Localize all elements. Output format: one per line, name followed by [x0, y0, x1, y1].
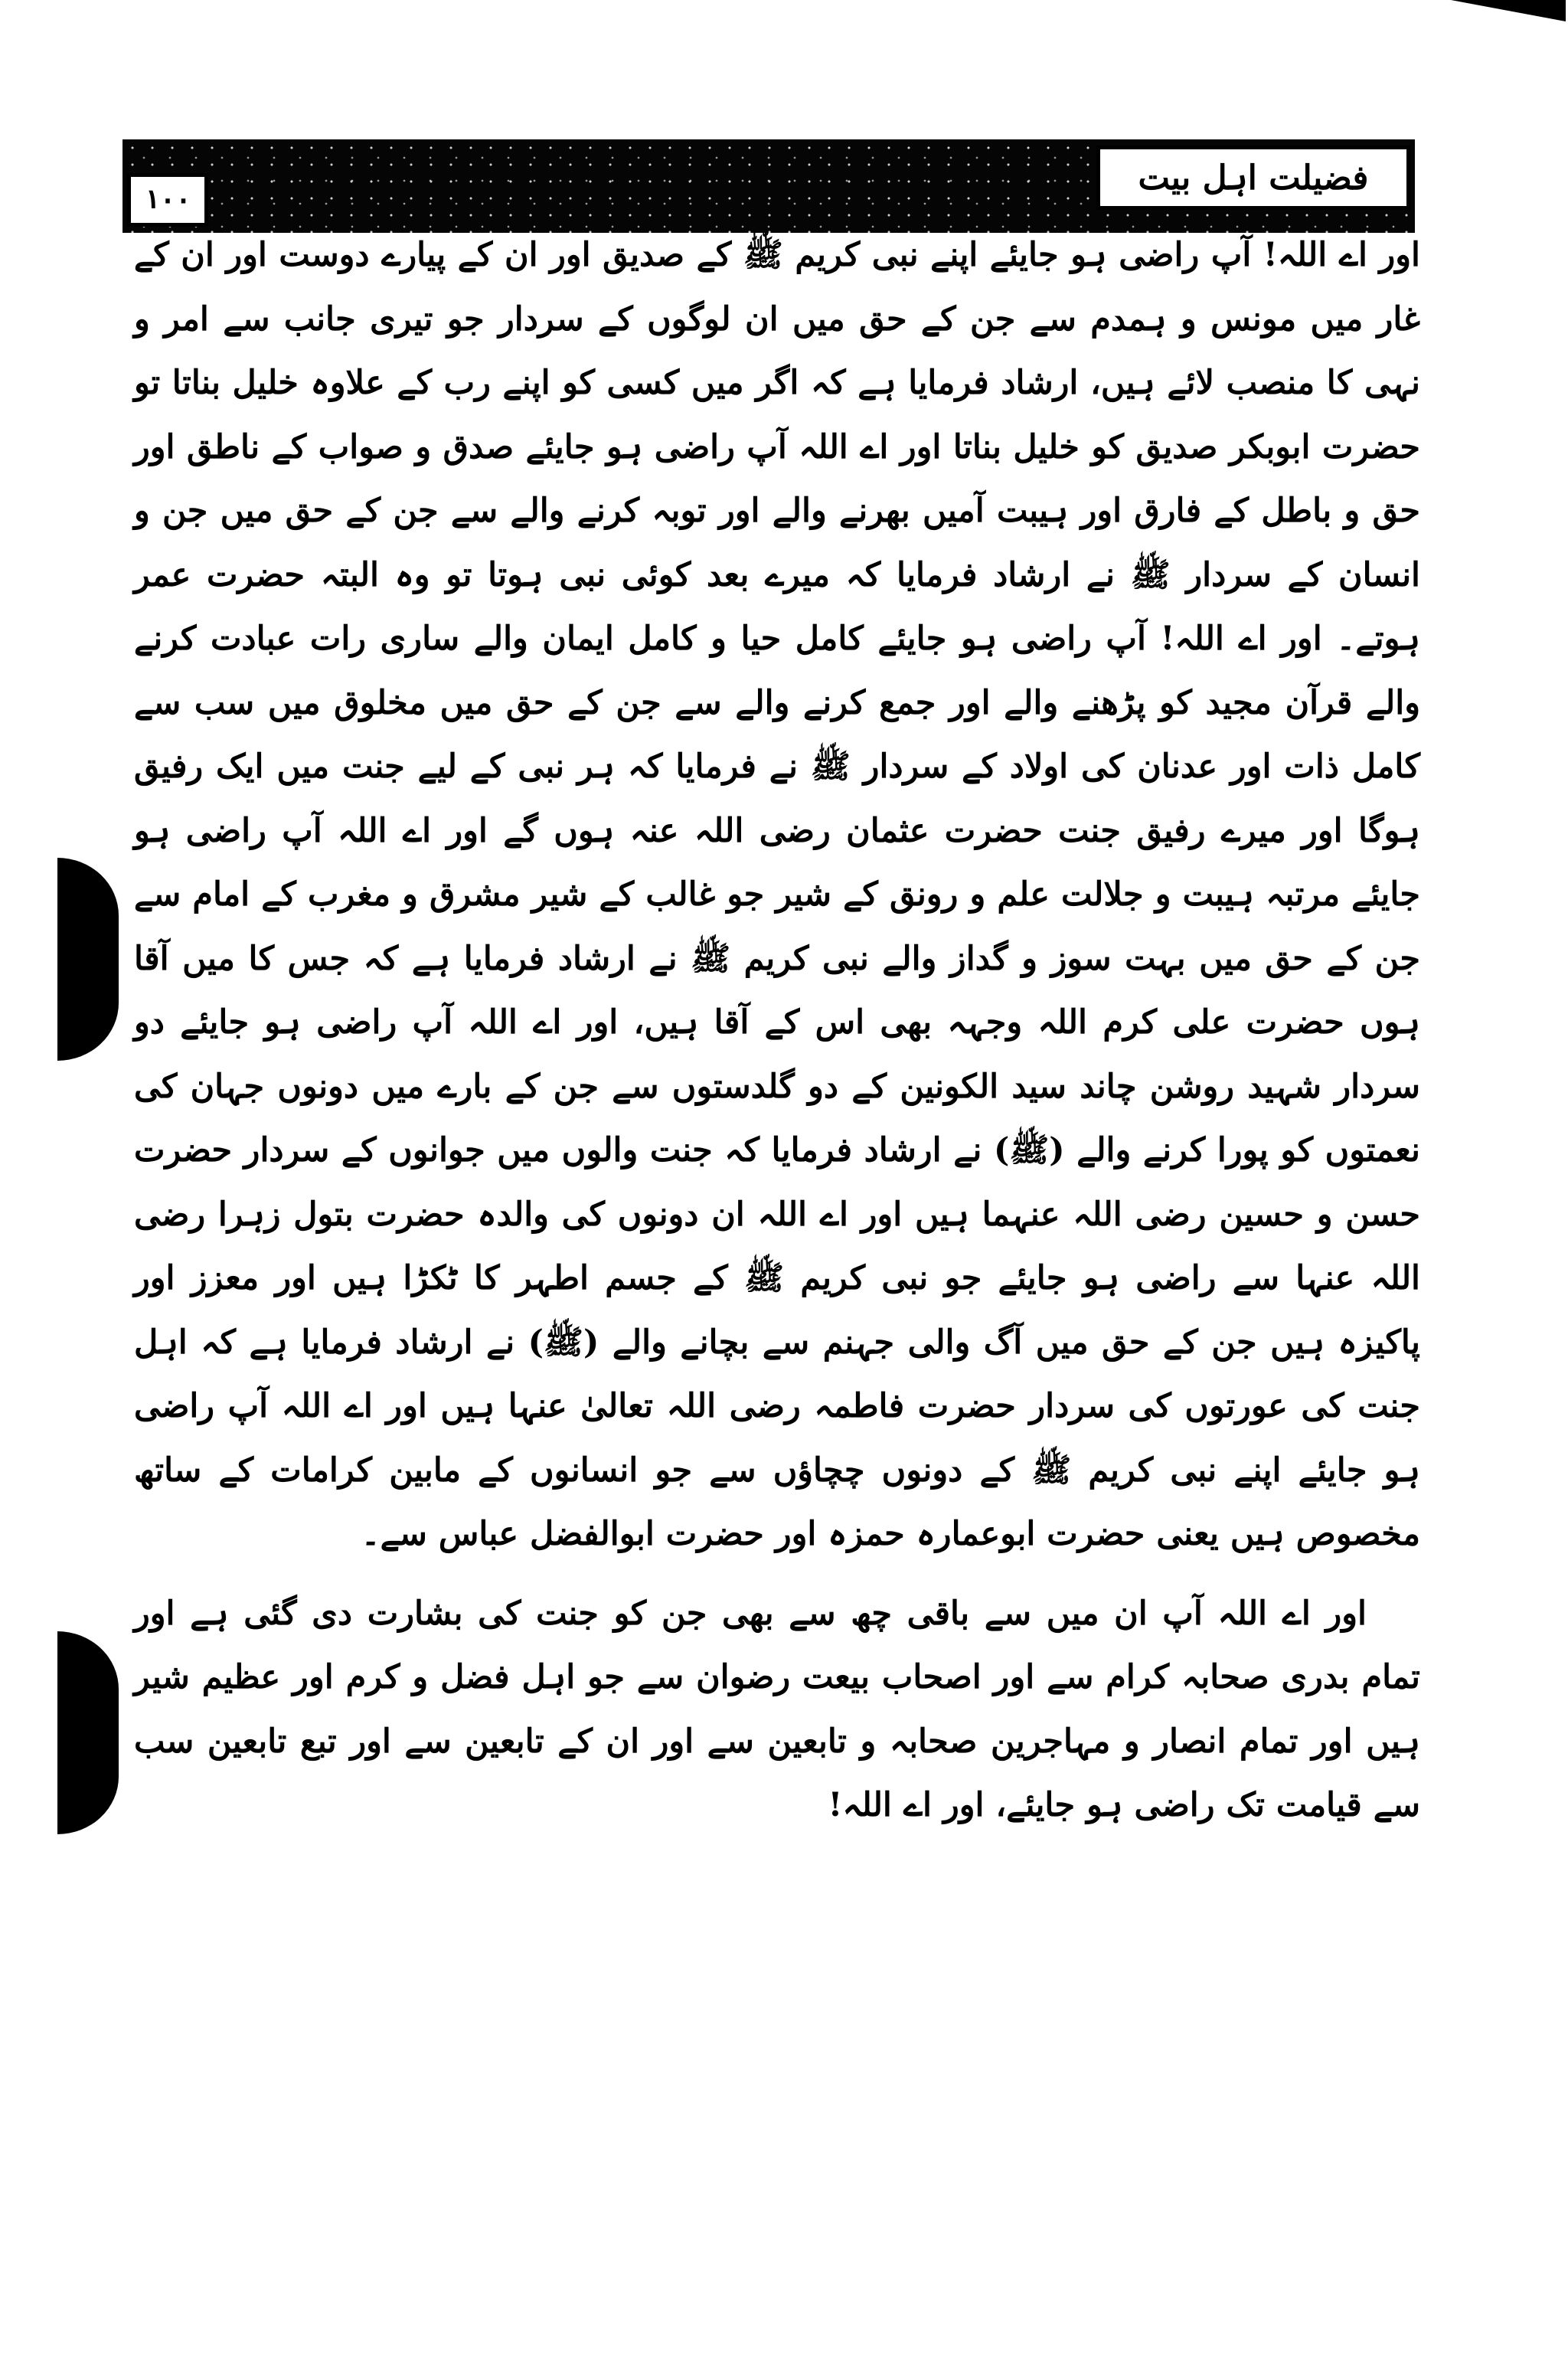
corner-mark [1451, 0, 1566, 21]
binding-hole-mark [57, 1631, 119, 1834]
binding-hole-mark [57, 858, 119, 1061]
body-paragraph-1: اور اے اللہ! آپ راضی ہو جایئے اپنے نبی کریم ﷺ کے صدیق اور ان کے پیارے دوست اور ان کے غار میں مونس و ہمدم سے جن کے حق میں ان لوگوں کے سردار جو تیری جانب سے امر و نہی کا منصب لائے ہیں، ارشاد فرمایا ہے کہ اگر میں کسی کو اپنے رب کے علاوہ خلیل بناتا تو حضرت ابوبکر صدیق کو خلیل بناتا اور اے اللہ آپ راضی ہو جایئے صدق و صواب کے ناطق اور حق و باطل کے فارق اور ہیبت آمیں بھرنے والے اور توبہ کرنے والے سے جن کے حق میں جن و انسان کے سردار ﷺ نے ارشاد فرمایا کہ میرے بعد کوئی نبی ہوتا تو وہ البتہ حضرت عمر ہوتے۔ اور اے اللہ! آپ راضی ہو جایئے کامل حیا و کامل ایمان والے ساری رات عبادت کرنے والے قرآن مجید کو پڑھنے والے اور جمع کرنے والے سے جن کے حق میں مخلوق میں سب سے کامل ذات اور عدنان کی اولاد کے سردار ﷺ نے فرمایا کہ ہر نبی کے لیے جنت میں ایک رفیق ہوگا اور میرے رفیق جنت حضرت عثمان رضی اللہ عنہ ہوں گے اور اے اللہ آپ راضی ہو جایئے مرتبہ ہیبت و جلالت علم و رونق کے شیر جو غالب کے شیر مشرق و مغرب کے امام سے جن کے حق میں بہت سوز و گداز والے نبی کریم ﷺ نے ارشاد فرمایا ہے کہ جس کا میں آقا ہوں حضرت علی کرم اللہ وجہہ بھی اس کے آقا ہیں، اور اے اللہ آپ راضی ہو جایئے دو سردار شہید روشن چاند سید الکونین کے دو گلدستوں سے جن کے بارے میں دونوں جہان کی نعمتوں کو پورا کرنے والے (ﷺ) نے ارشاد فرمایا کہ جنت والوں میں جوانوں کے سردار حضرت حسن و حسین رضی اللہ عنہما ہیں اور اے اللہ ان دونوں کی والدہ حضرت بتول زہرا رضی اللہ عنہا سے راضی ہو جایئے جو نبی کریم ﷺ کے جسم اطہر کا ٹکڑا ہیں اور معزز اور پاکیزہ ہیں جن کے حق میں آگ والی جہنم سے بچانے والے (ﷺ) نے ارشاد فرمایا ہے کہ اہل جنت کی عورتوں کی سردار حضرت فاطمہ رضی اللہ تعالیٰ عنہا ہیں اور اے اللہ آپ راضی ہو جایئے اپنے نبی کریم ﷺ کے دونوں چچاؤں سے جو انسانوں کے مابین کرامات کے ساتھ مخصوص ہیں یعنی حضرت ابوعمارہ حمزہ اور حضرت ابوالفضل عباس سے۔ [134, 236, 1420, 1553]
page-number: ۱۰۰ [127, 173, 208, 227]
body-paragraph-2: اور اے اللہ آپ ان میں سے باقی چھ سے بھی جن کو جنت کی بشارت دی گئی ہے اور تمام بدری صحابہ کرام سے اور اصحاب بیعت رضوان سے جو اہل فضل و کرم اور عظیم شیر ہیں اور تمام انصار و مہاجرین صحابہ و تابعین سے اور ان کے تابعین سے اور تبع تابعین سب سے قیامت تک راضی ہو جایئے، اور اے اللہ! [134, 1594, 1420, 1824]
book-title: فضیلت اہل بیت [1096, 146, 1410, 210]
page-body [134, 224, 1420, 1838]
